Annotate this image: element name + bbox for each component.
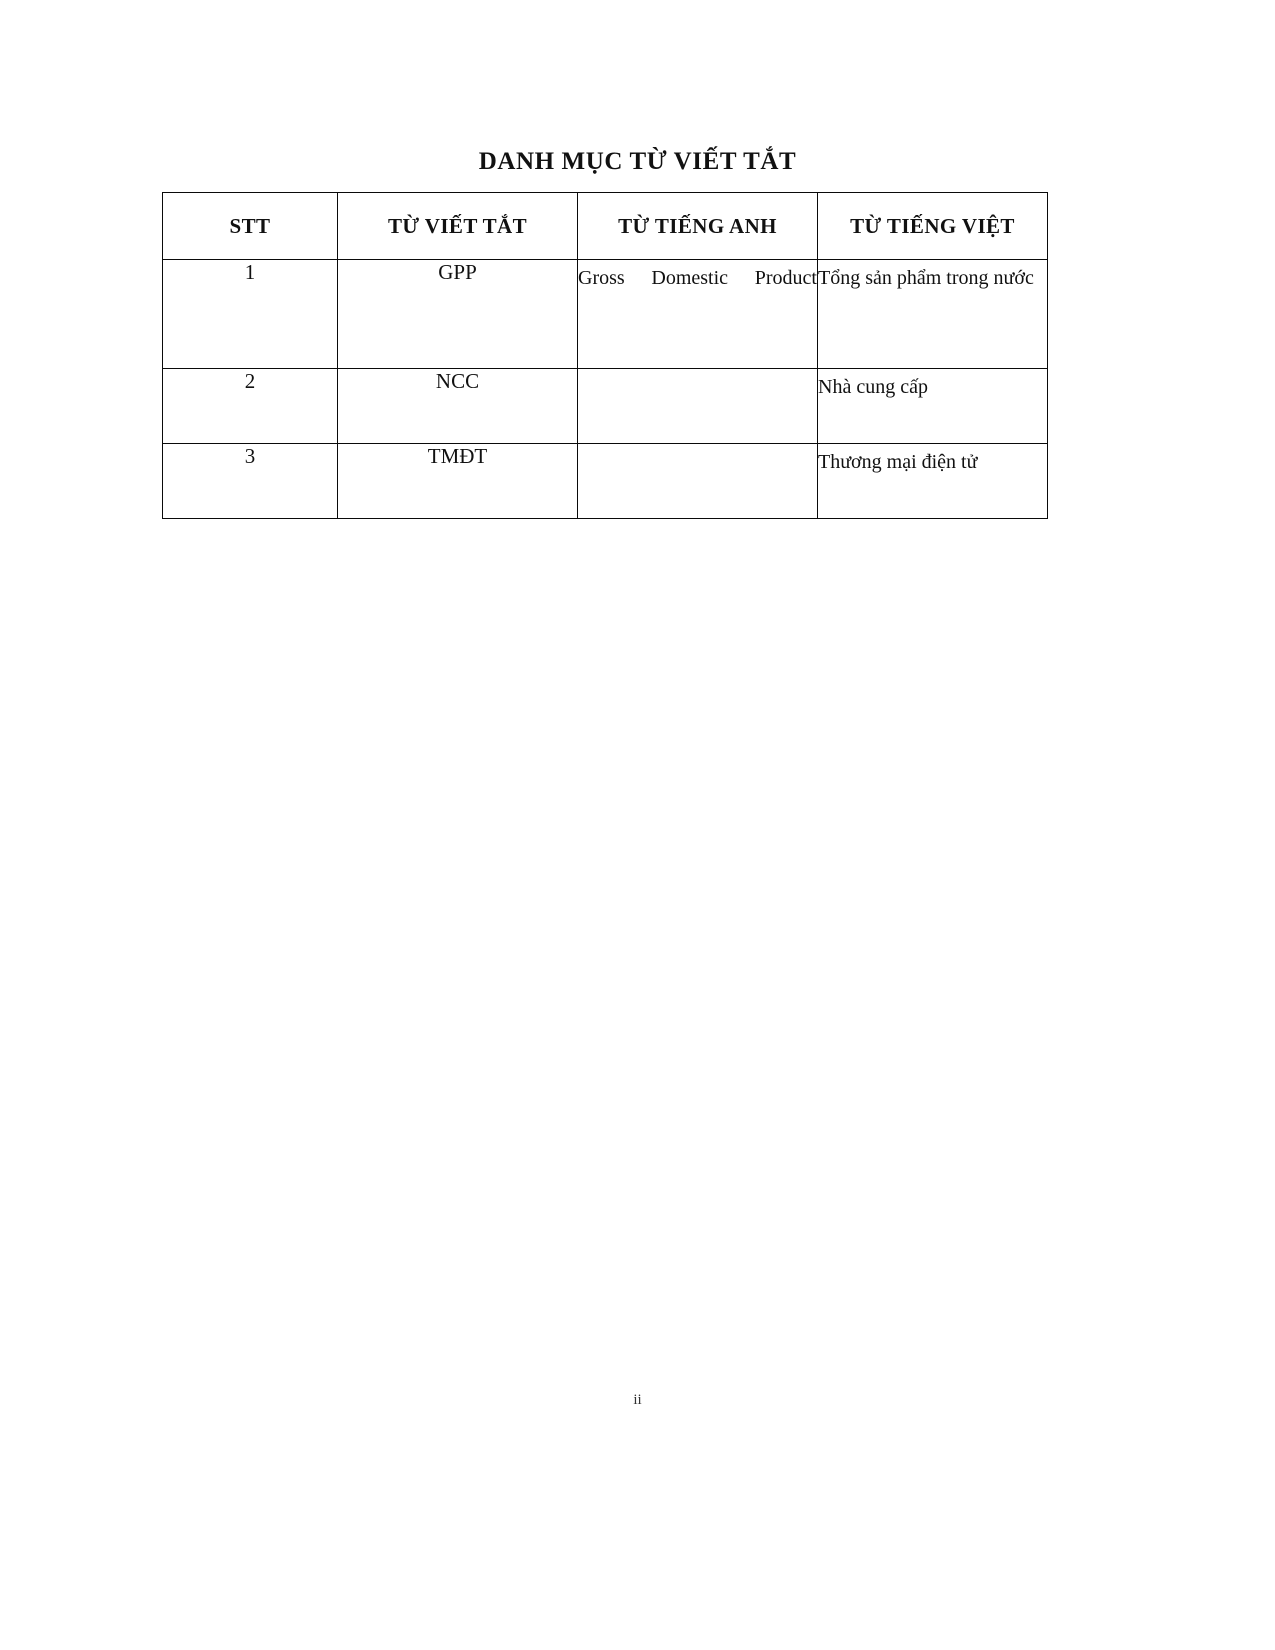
page-title: DANH MỤC TỪ VIẾT TẮT [478, 148, 797, 175]
cell-vietnamese: Tổng sản phẩm trong nước [818, 260, 1048, 369]
cell-vietnamese: Nhà cung cấp [818, 369, 1048, 444]
cell-english: Gross Domestic Product [578, 260, 818, 369]
table-row [163, 444, 1048, 519]
column-header-abbreviation: TỪ VIẾT TẮT [338, 193, 578, 260]
column-header-stt: STT [163, 193, 338, 260]
cell-abbreviation: GPP [338, 260, 578, 369]
cell-abbreviation: TMĐT [338, 444, 578, 519]
cell-english [578, 444, 818, 519]
table-header-row [163, 193, 1048, 260]
table-row [163, 369, 1048, 444]
column-header-english: TỪ TIẾNG ANH [578, 193, 818, 260]
table-row [163, 260, 1048, 369]
cell-abbreviation: NCC [338, 369, 578, 444]
cell-english [578, 369, 818, 444]
cell-stt: 3 [163, 444, 338, 519]
cell-vietnamese: Thương mại điện tử [818, 444, 1048, 519]
page-number: ii [633, 1392, 642, 1408]
cell-stt: 1 [163, 260, 338, 369]
abbreviations-table [162, 192, 1048, 519]
cell-stt: 2 [163, 369, 338, 444]
column-header-vietnamese: TỪ TIẾNG VIỆT [818, 193, 1048, 260]
